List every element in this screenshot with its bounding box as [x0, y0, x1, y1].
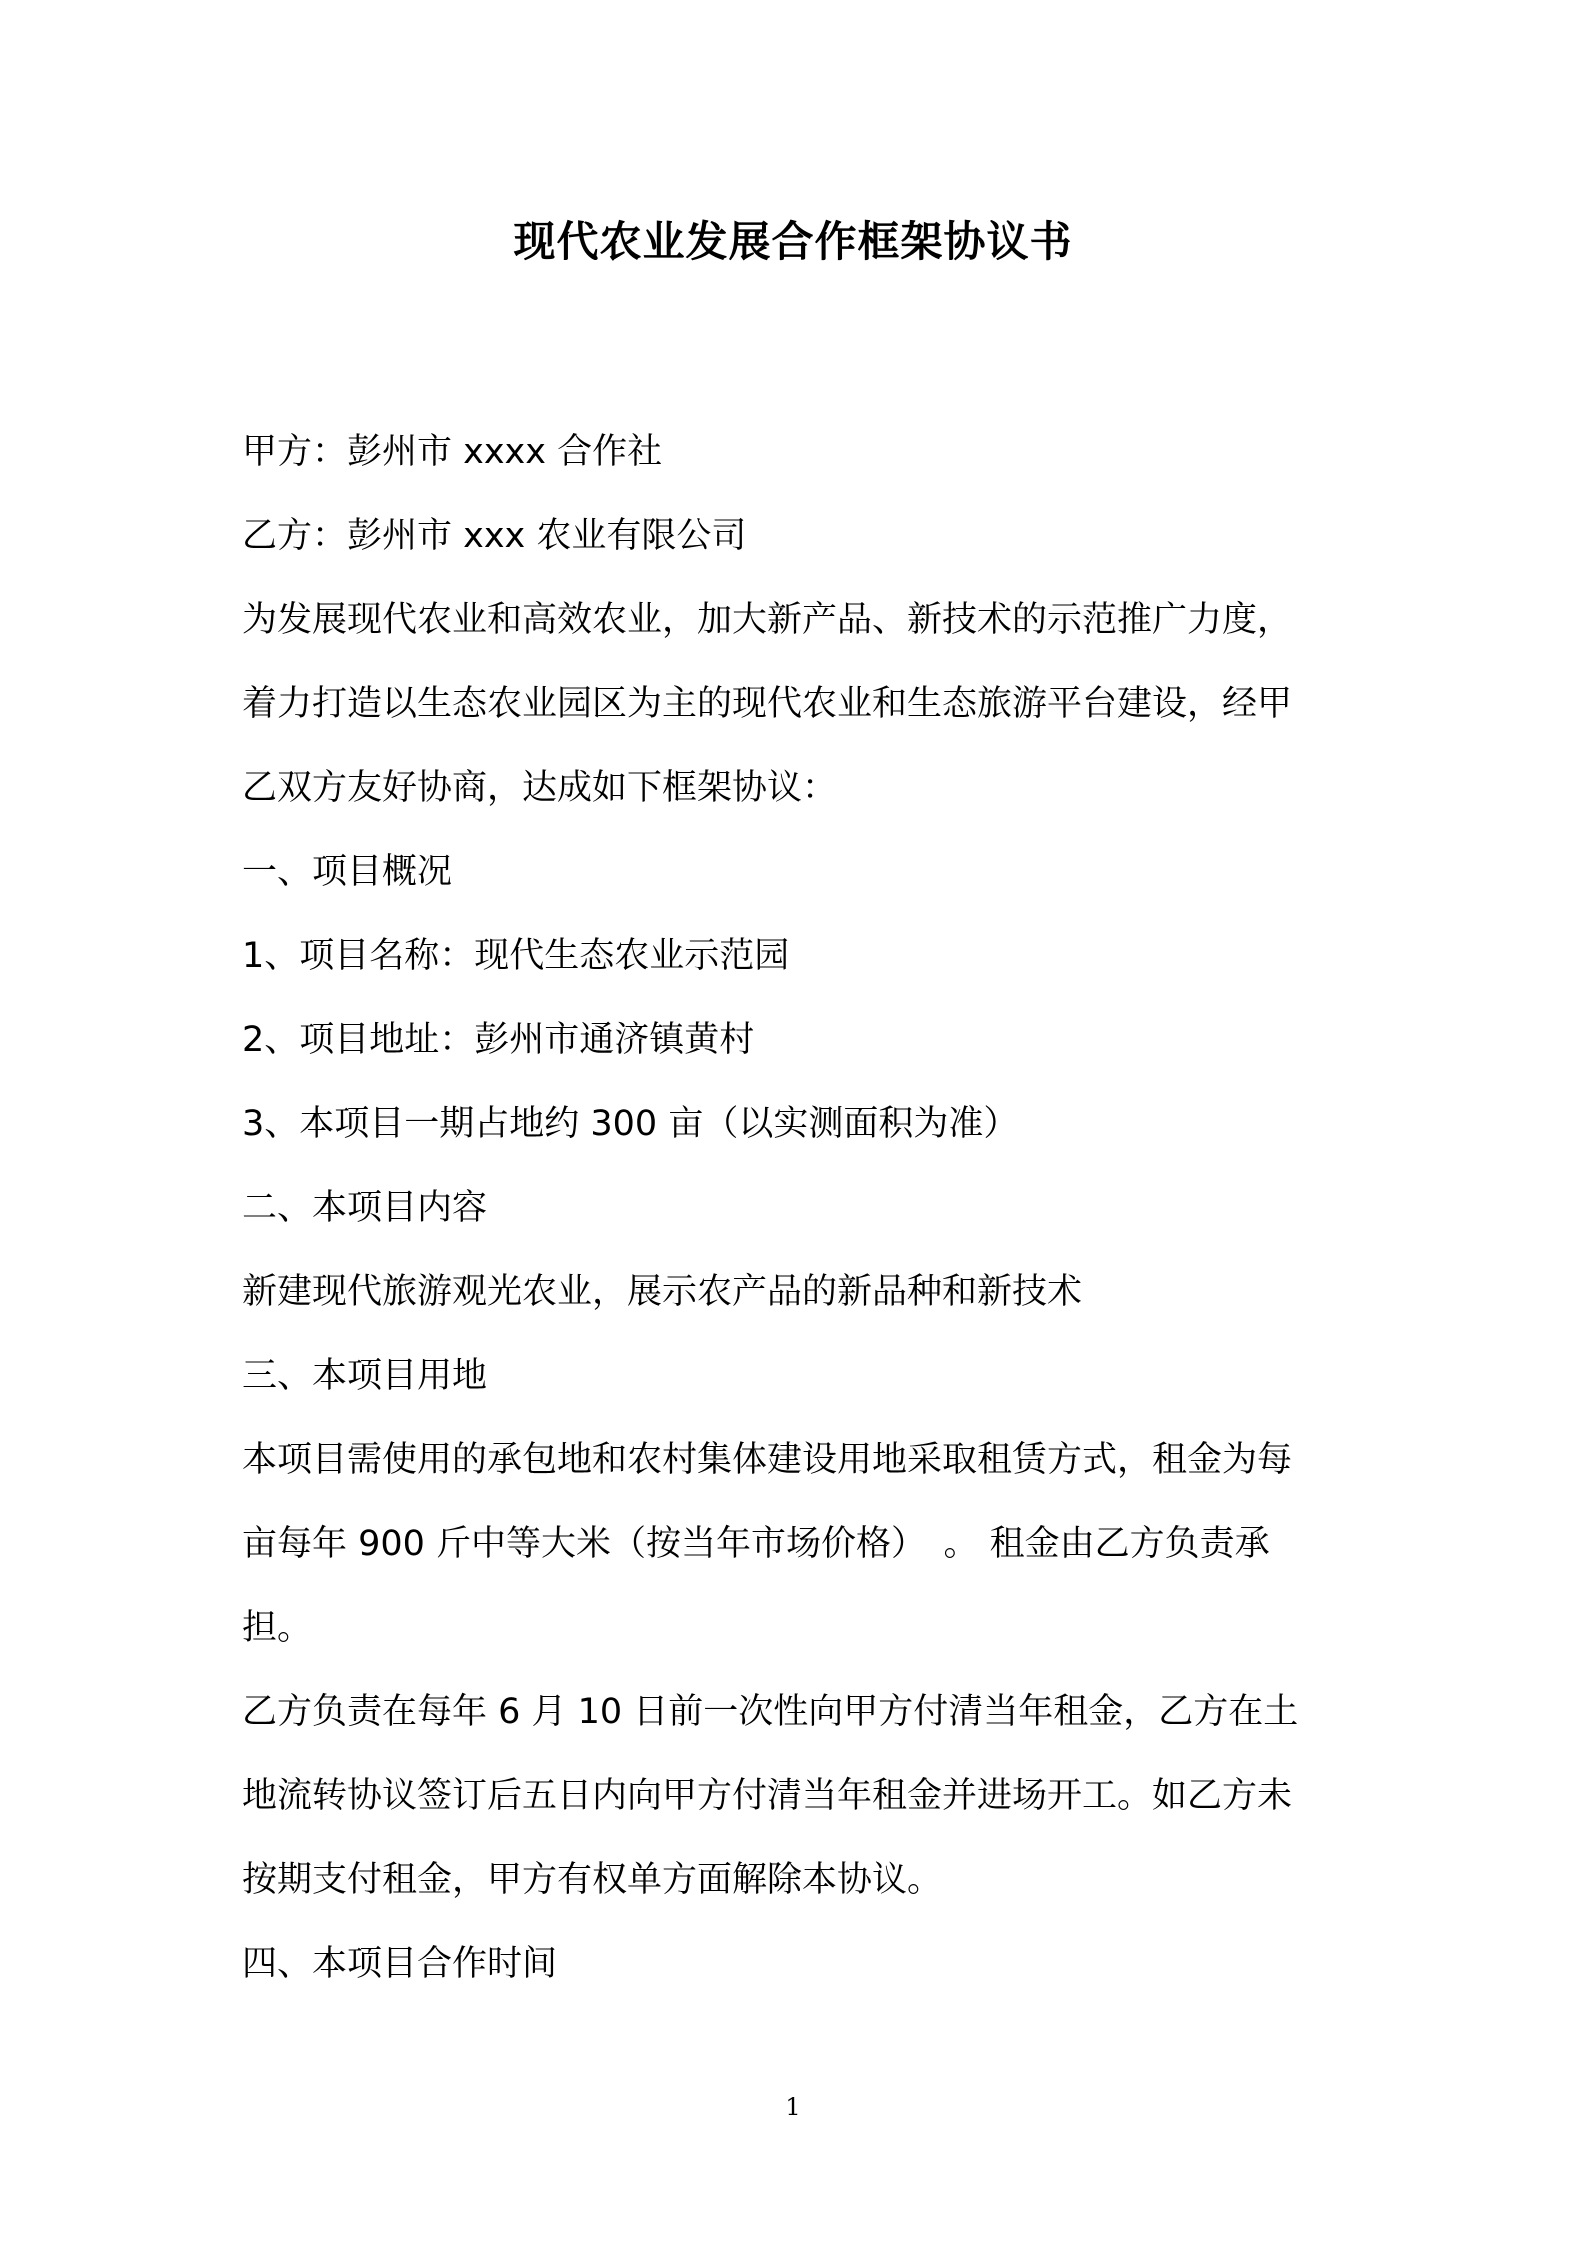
section-heading-overview: 一、项目概况 — [242, 852, 453, 892]
payment-line-1: 乙方负责在每年 6 月 10 日前一次性向甲方付清当年租金，乙方在土 — [242, 1692, 1299, 1732]
party-a-line: 甲方：彭州市 xxxx 合作社 — [242, 432, 663, 472]
document-body — [242, 410, 1352, 2006]
page-number: 1 — [785, 2093, 801, 2121]
project-address-line: 2、项目地址：彭州市通济镇黄村 — [242, 1020, 755, 1060]
land-line-3: 担。 — [242, 1608, 313, 1648]
section-heading-content: 二、本项目内容 — [242, 1188, 488, 1228]
party-b-line: 乙方：彭州市 xxx 农业有限公司 — [242, 516, 747, 556]
land-line-1: 本项目需使用的承包地和农村集体建设用地采取租赁方式，租金为每 — [242, 1440, 1293, 1480]
intro-line-3: 乙双方友好协商，达成如下框架协议： — [242, 768, 838, 808]
intro-line-2: 着力打造以生态农业园区为主的现代农业和生态旅游平台建设，经甲 — [242, 684, 1293, 724]
document-title: 现代农业发展合作框架协议书 — [513, 217, 1073, 266]
payment-line-3: 按期支付租金，甲方有权单方面解除本协议。 — [242, 1860, 943, 1900]
land-line-2: 亩每年 900 斤中等大米（按当年市场价格） 。 租金由乙方负责承 — [242, 1524, 1270, 1564]
content-line: 新建现代旅游观光农业，展示农产品的新品种和新技术 — [242, 1272, 1083, 1312]
intro-line-1: 为发展现代农业和高效农业，加大新产品、新技术的示范推广力度， — [242, 600, 1293, 640]
section-heading-land: 三、本项目用地 — [242, 1356, 488, 1396]
section-heading-time: 四、本项目合作时间 — [242, 1944, 558, 1984]
project-name-line: 1、项目名称：现代生态农业示范园 — [242, 936, 790, 976]
payment-line-2: 地流转协议签订后五日内向甲方付清当年租金并进场开工。如乙方未 — [242, 1776, 1293, 1816]
project-area-line: 3、本项目一期占地约 300 亩（以实测面积为准） — [242, 1104, 1019, 1144]
